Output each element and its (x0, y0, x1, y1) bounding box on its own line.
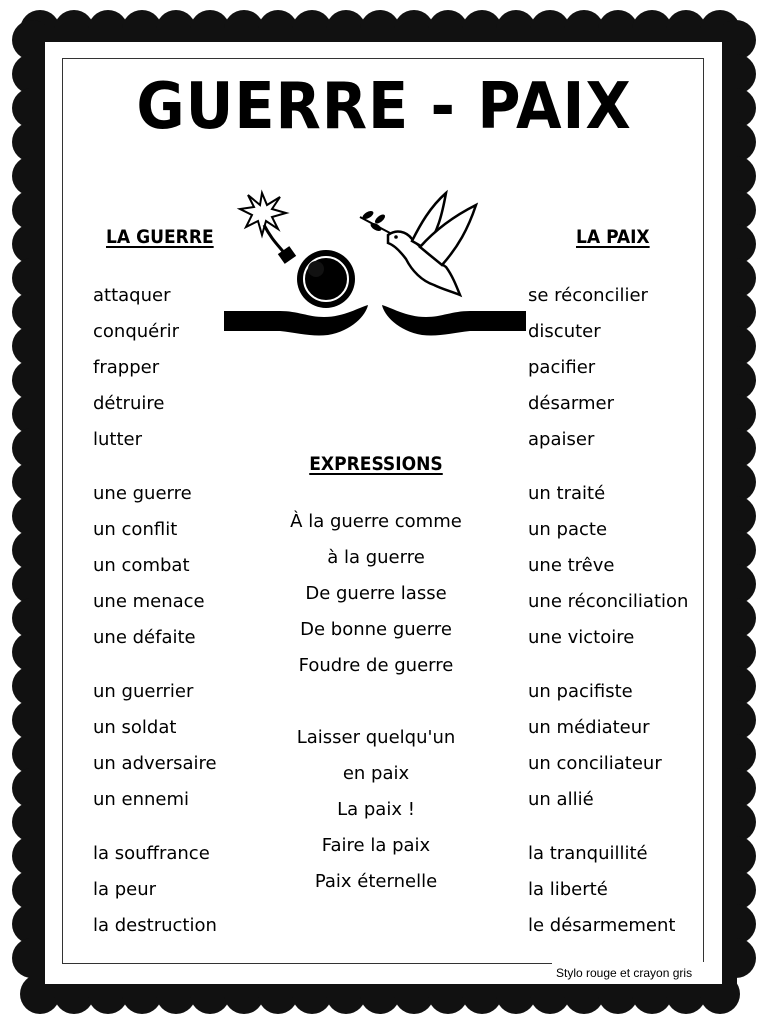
peace-word-item: un allié (528, 789, 594, 810)
war-word-item: la destruction (93, 915, 217, 936)
war-word-item: un guerrier (93, 681, 194, 702)
peace-word-group (528, 476, 688, 656)
dove-on-hand-icon (360, 193, 526, 336)
war-word-list (93, 278, 217, 962)
war-word-item: un ennemi (93, 789, 190, 810)
expressions-heading: EXPRESSIONS (309, 453, 443, 475)
expression-item: Laisser quelqu'un (296, 727, 456, 748)
war-word-group (93, 836, 217, 944)
expression-item: à la guerre (327, 547, 425, 568)
war-word-group (93, 674, 217, 818)
illustration (220, 185, 530, 349)
war-heading: LA GUERRE (106, 226, 214, 248)
expression-group (256, 720, 496, 900)
peace-word-item: le désarmement (528, 915, 676, 936)
expressions-list (256, 504, 496, 936)
war-word-item: une menace (93, 591, 205, 612)
peace-word-list (528, 278, 688, 962)
peace-word-item: un traité (528, 483, 606, 504)
peace-word-item: pacifier (528, 357, 596, 378)
peace-word-group (528, 836, 688, 944)
war-word-item: un conflit (93, 519, 178, 540)
expression-item: en paix (342, 763, 410, 784)
war-word-item: une défaite (93, 627, 196, 648)
war-word-item: attaquer (93, 285, 171, 306)
peace-word-item: apaiser (528, 429, 595, 450)
war-word-item: une guerre (93, 483, 192, 504)
page-title: GUERRE - PAIX (136, 70, 632, 144)
expression-item: De bonne guerre (300, 619, 452, 640)
expression-item: Faire la paix (321, 835, 431, 856)
war-word-item: la peur (93, 879, 157, 900)
expression-item: Foudre de guerre (298, 655, 454, 676)
peace-word-item: la tranquillité (528, 843, 648, 864)
peace-word-item: un pacifiste (528, 681, 633, 702)
peace-word-item: un médiateur (528, 717, 650, 738)
credit-label: Stylo rouge et crayon gris (552, 962, 712, 984)
peace-word-group (528, 278, 688, 458)
expression-item: À la guerre comme (290, 511, 462, 532)
war-word-item: un adversaire (93, 753, 217, 774)
war-word-item: un combat (93, 555, 190, 576)
peace-word-item: désarmer (528, 393, 615, 414)
expression-item: Paix éternelle (314, 871, 438, 892)
war-word-item: détruire (93, 393, 165, 414)
peace-word-item: un conciliateur (528, 753, 662, 774)
peace-word-item: la liberté (528, 879, 608, 900)
expression-group (256, 504, 496, 684)
war-word-item: la souffrance (93, 843, 210, 864)
bomb-on-hand-icon (224, 193, 368, 336)
peace-heading: LA PAIX (576, 226, 650, 248)
peace-word-item: une victoire (528, 627, 635, 648)
war-word-item: frapper (93, 357, 160, 378)
war-word-group (93, 476, 217, 656)
expression-item: De guerre lasse (305, 583, 447, 604)
peace-word-group (528, 674, 688, 818)
expression-item: La paix ! (337, 799, 415, 820)
peace-word-item: une réconciliation (528, 591, 689, 612)
peace-word-item: se réconcilier (528, 285, 648, 306)
war-word-group (93, 278, 217, 458)
war-word-item: un soldat (93, 717, 177, 738)
peace-word-item: une trêve (528, 555, 615, 576)
war-word-item: lutter (93, 429, 142, 450)
war-word-item: conquérir (93, 321, 180, 342)
peace-word-item: un pacte (528, 519, 608, 540)
peace-word-item: discuter (528, 321, 601, 342)
